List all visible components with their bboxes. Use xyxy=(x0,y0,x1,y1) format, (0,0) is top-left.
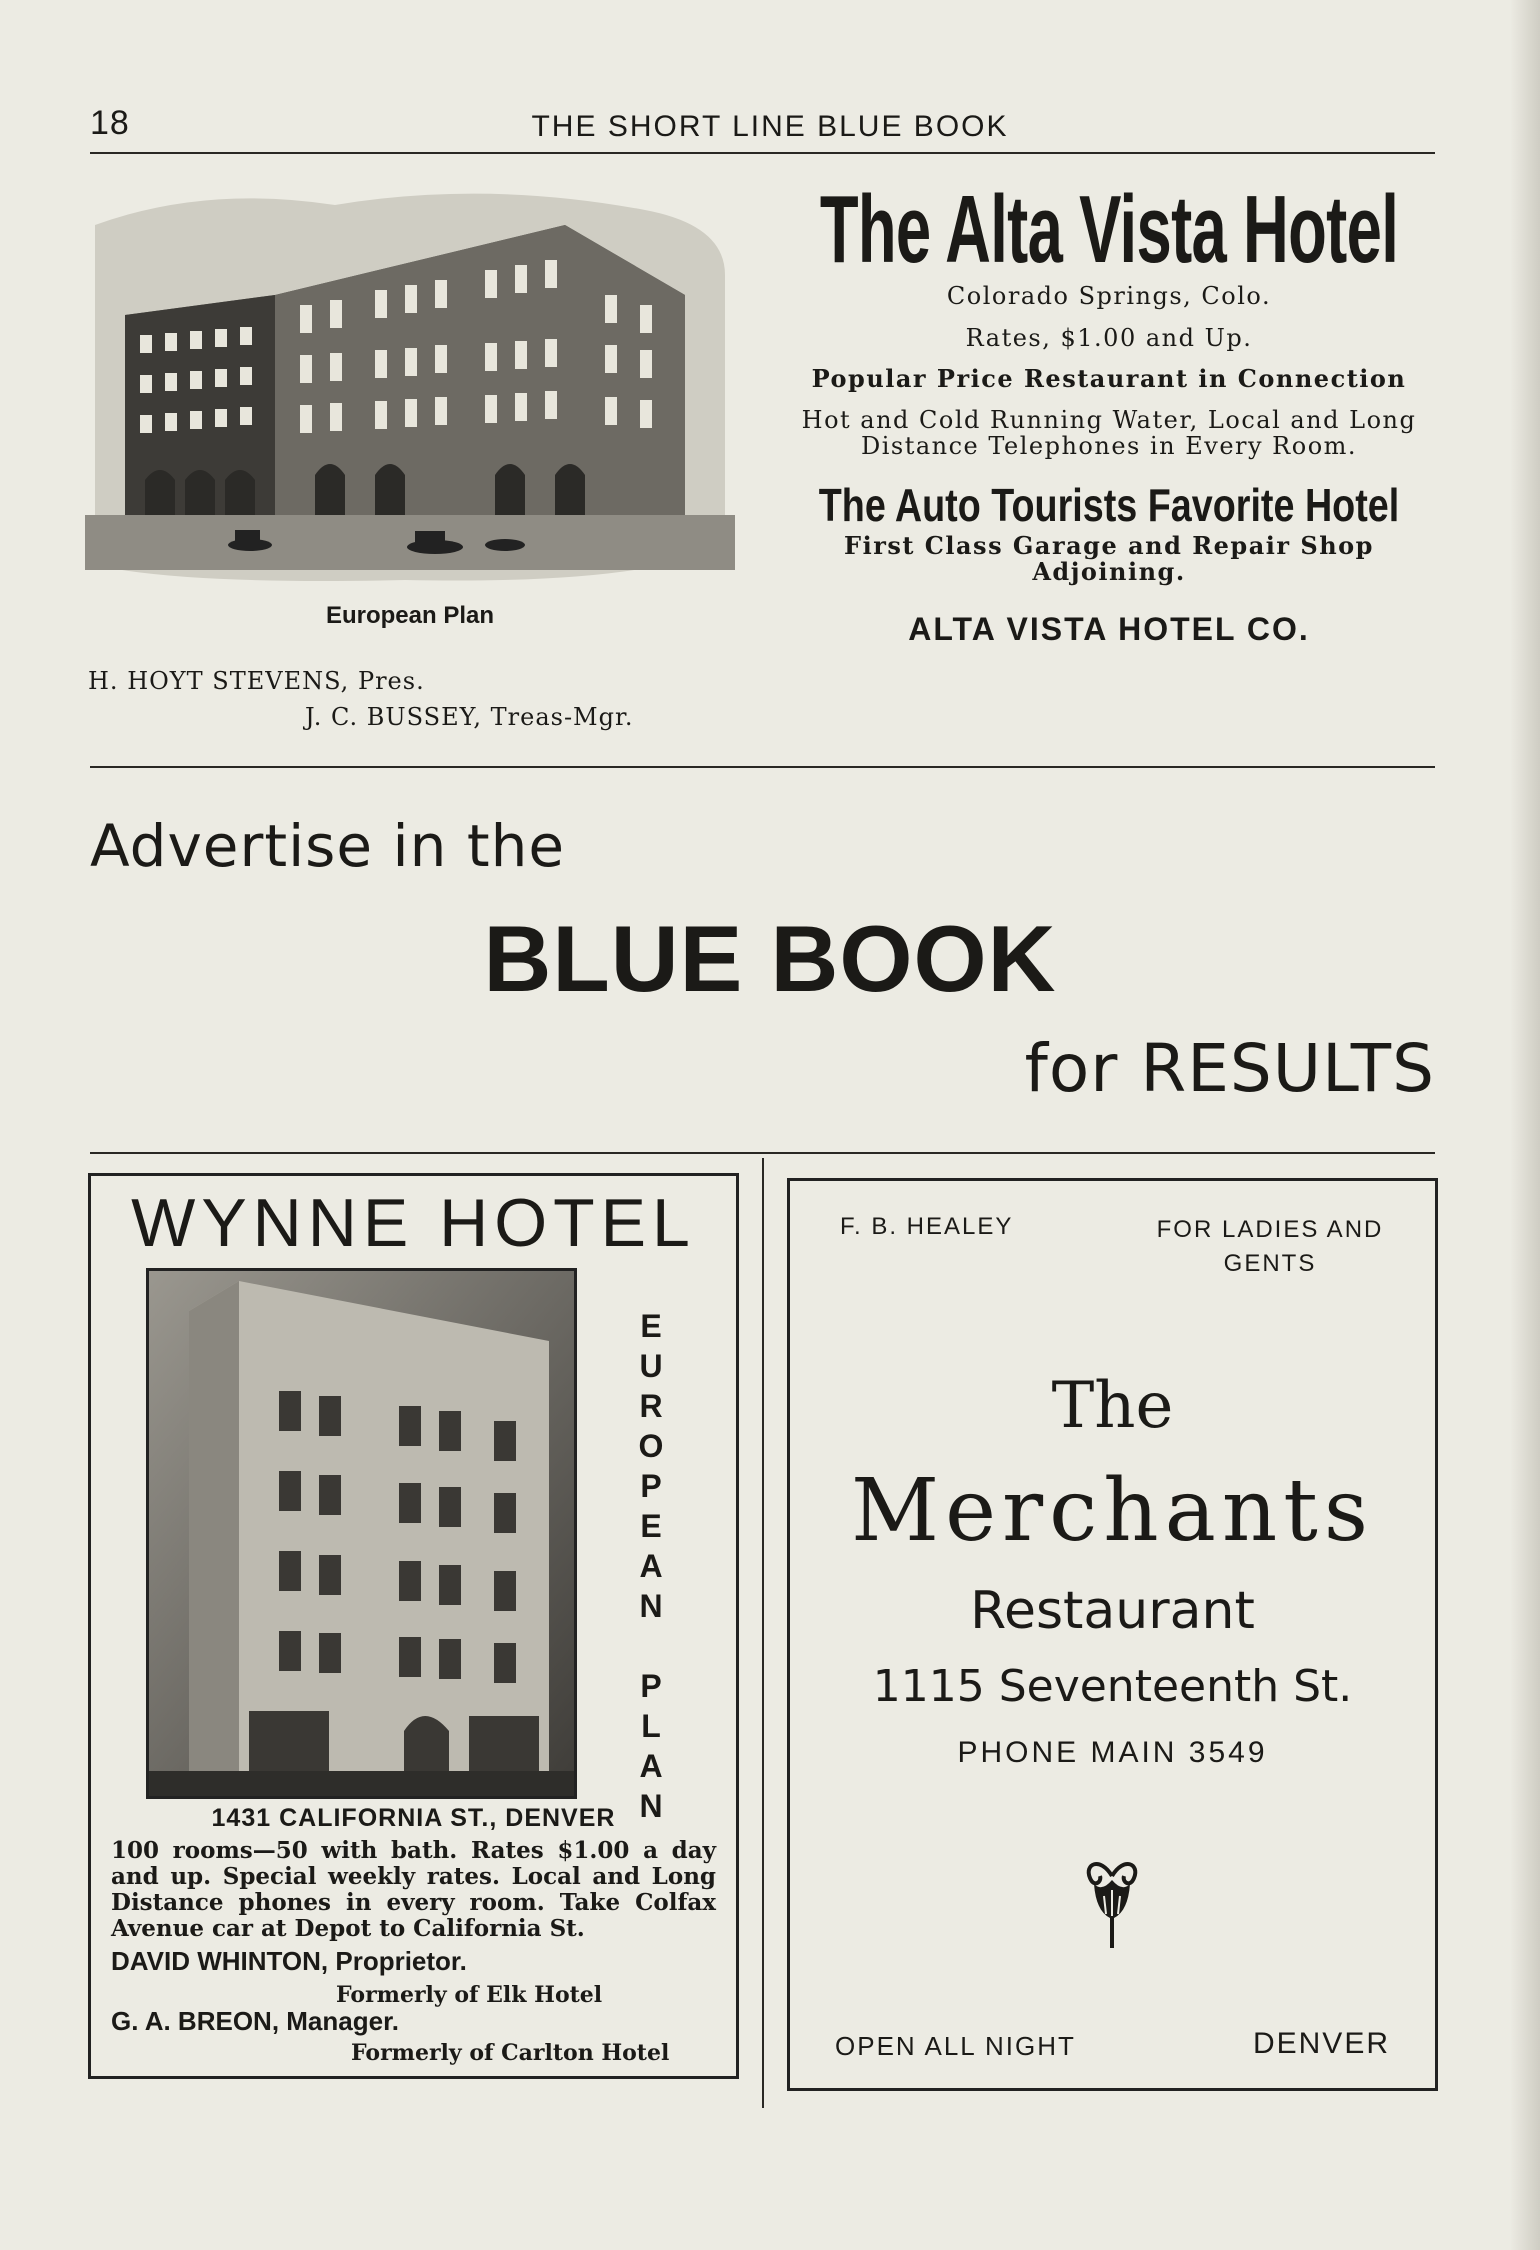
merchants-clientele: FOR LADIES AND GENTS xyxy=(1156,1216,1384,1277)
vertical-letter: A xyxy=(639,1548,663,1584)
merchants-restaurant-ad xyxy=(787,1178,1438,2091)
merchants-name: Merchants xyxy=(851,1461,1374,1561)
column-divider xyxy=(762,1158,764,2108)
alta-tagline: The Auto Tourists Favorite Hotel xyxy=(818,479,1400,531)
vertical-letter: N xyxy=(639,1788,663,1824)
alta-treasurer: J. C. BUSSEY, Treas-Mgr. xyxy=(305,703,634,731)
vertical-letter: E xyxy=(640,1508,662,1544)
page-edge-shadow xyxy=(1510,0,1540,2250)
alta-bottom-rule xyxy=(90,766,1435,768)
wynne-title: WYNNE HOTEL xyxy=(131,1185,696,1261)
alta-plan-caption: European Plan xyxy=(325,602,495,629)
wynne-address: 1431 CALIFORNIA ST., DENVER xyxy=(211,1804,616,1832)
page-number: 18 xyxy=(90,104,130,142)
merchants-address: 1115 Seventeenth St. xyxy=(872,1661,1353,1712)
alta-amenities: Hot and Cold Running Water, Local and Long Distance Telephones in Every Room. xyxy=(801,406,1417,460)
results-line: for RESULTS xyxy=(1024,1030,1435,1107)
alta-rates: Rates, $1.00 and Up. xyxy=(965,324,1253,352)
vertical-letter: L xyxy=(641,1708,661,1744)
merchants-phone: PHONE MAIN 3549 xyxy=(957,1736,1268,1769)
vertical-letter xyxy=(631,1626,671,1666)
vertical-letter: U xyxy=(639,1348,663,1384)
lily-ornament-icon xyxy=(1082,1856,1142,1956)
vertical-letter: E xyxy=(640,1308,662,1344)
wynne-manager: G. A. BREON, Manager. xyxy=(111,2006,399,2036)
wynne-hotel-ad xyxy=(88,1173,739,2079)
alta-hotel-name: The Alta Vista Hotel xyxy=(819,176,1399,283)
wynne-proprietor-note: Formerly of Elk Hotel xyxy=(336,1982,603,2008)
vertical-letter: P xyxy=(640,1468,662,1504)
merchants-type: Restaurant xyxy=(970,1581,1255,1641)
ad-bottom-rule xyxy=(90,1152,1435,1154)
vertical-letter: N xyxy=(639,1588,663,1624)
header-rule xyxy=(90,152,1435,154)
vertical-letter: R xyxy=(639,1388,663,1424)
wynne-description: 100 rooms—50 with bath. Rates $1.00 a day and up. Special weekly rates. Local and Long Distance phones in every room. Take Colfax Avenue car at Depot to California St. xyxy=(111,1837,716,1942)
alta-vista-hotel-illustration xyxy=(85,185,735,595)
alta-vista-ad xyxy=(783,176,1435,648)
merchants-hours: OPEN ALL NIGHT xyxy=(835,2031,1076,2061)
vertical-letter: O xyxy=(638,1428,664,1464)
vertical-letter: A xyxy=(639,1748,663,1784)
running-title: THE SHORT LINE BLUE BOOK xyxy=(531,110,1009,143)
merchants-the: The xyxy=(1051,1369,1174,1443)
vertical-letter: P xyxy=(640,1668,662,1704)
merchants-owner: F. B. HEALEY xyxy=(840,1213,1014,1240)
alta-restaurant: Popular Price Restaurant in Connection xyxy=(811,364,1407,393)
wynne-hotel-photo xyxy=(146,1268,577,1799)
alta-company: ALTA VISTA HOTEL CO. xyxy=(908,611,1310,647)
merchants-city: DENVER xyxy=(1252,2027,1390,2060)
blue-book-line: BLUE BOOK xyxy=(483,906,1057,1011)
advertise-line: Advertise in the xyxy=(90,812,566,880)
wynne-european-plan-vertical xyxy=(631,1306,671,1826)
alta-location: Colorado Springs, Colo. xyxy=(946,282,1272,310)
wynne-manager-note: Formerly of Carlton Hotel xyxy=(351,2040,670,2066)
alta-president: H. HOYT STEVENS, Pres. xyxy=(88,667,425,695)
alta-garage: First Class Garage and Repair Shop Adjoining. xyxy=(844,531,1374,586)
wynne-proprietor: DAVID WHINTON, Proprietor. xyxy=(111,1946,467,1976)
